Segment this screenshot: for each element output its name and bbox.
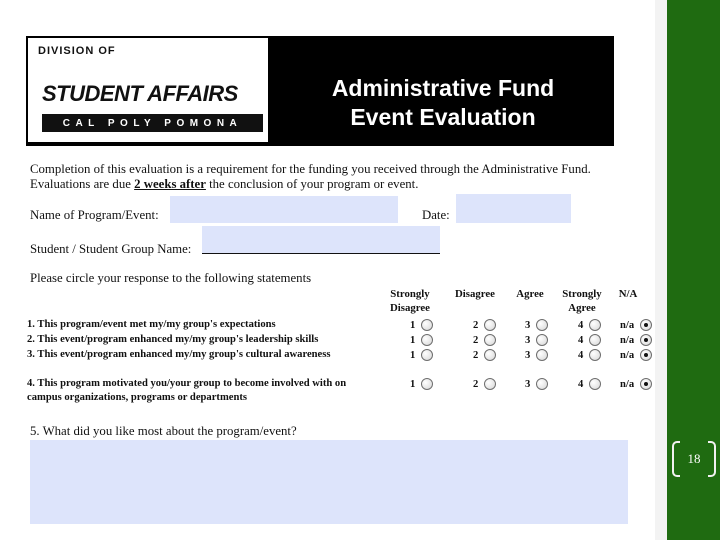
radio-button-icon[interactable] bbox=[589, 378, 601, 390]
option-label: 4 bbox=[578, 319, 584, 331]
rating-option[interactable] bbox=[525, 319, 548, 331]
rating-option[interactable] bbox=[578, 349, 601, 361]
radio-button-icon[interactable] bbox=[536, 334, 548, 346]
rating-option[interactable] bbox=[525, 334, 548, 346]
form-title bbox=[278, 74, 608, 132]
radio-button-icon[interactable] bbox=[484, 349, 496, 361]
radio-button-icon[interactable] bbox=[536, 378, 548, 390]
statement-4: 4. This program motivated you/your group to become involved with on campus organizations, programs or departments bbox=[27, 378, 347, 403]
option-label: 3 bbox=[525, 319, 531, 331]
radio-button-icon[interactable] bbox=[536, 319, 548, 331]
rating-option-na[interactable] bbox=[620, 334, 652, 346]
rating-option[interactable] bbox=[473, 349, 496, 361]
option-label: n/a bbox=[620, 319, 635, 331]
rating-option[interactable] bbox=[473, 334, 496, 346]
header-disagree: Disagree bbox=[455, 288, 495, 300]
option-label: n/a bbox=[620, 334, 635, 346]
header-agree: Agree bbox=[516, 288, 544, 300]
radio-button-selected-icon[interactable] bbox=[640, 349, 652, 361]
radio-button-icon[interactable] bbox=[484, 334, 496, 346]
intro-text-start: Completion of this evaluation is a requirement for the funding you received through the Administrative Fund. Evaluations are due bbox=[30, 162, 591, 191]
statement-2: 2. This event/program enhanced my/my group's leadership skills bbox=[27, 334, 319, 345]
group-name-field[interactable] bbox=[202, 226, 440, 254]
rating-option[interactable] bbox=[578, 319, 601, 331]
slide-divider-strip bbox=[655, 0, 667, 540]
radio-button-icon[interactable] bbox=[589, 349, 601, 361]
option-label: 2 bbox=[473, 319, 479, 331]
radio-button-icon[interactable] bbox=[589, 334, 601, 346]
header-strongly-agree: Strongly Agree bbox=[562, 288, 602, 314]
option-label: 4 bbox=[578, 378, 584, 390]
rating-option[interactable] bbox=[410, 319, 433, 331]
rating-option[interactable] bbox=[525, 378, 548, 390]
option-label: n/a bbox=[620, 349, 635, 361]
instructions-text: Please circle your response to the following statements bbox=[30, 271, 312, 285]
rating-option[interactable] bbox=[578, 334, 601, 346]
page-number bbox=[672, 441, 716, 477]
option-label: 1 bbox=[410, 349, 416, 361]
option-label: 1 bbox=[410, 334, 416, 346]
intro-deadline: 2 weeks after bbox=[134, 177, 206, 191]
rating-option[interactable] bbox=[473, 319, 496, 331]
program-name-field[interactable] bbox=[170, 196, 398, 223]
statement-3: 3. This event/program enhanced my/my group's cultural awareness bbox=[27, 349, 331, 360]
option-label: 4 bbox=[578, 349, 584, 361]
rating-option[interactable] bbox=[525, 349, 548, 361]
left-bracket-icon bbox=[672, 441, 680, 477]
form-header bbox=[26, 36, 614, 146]
header-na: N/A bbox=[618, 288, 638, 300]
program-name-label: Name of Program/Event: bbox=[30, 208, 159, 222]
header-strongly-disagree: Strongly Disagree bbox=[390, 288, 430, 314]
radio-button-icon[interactable] bbox=[421, 334, 433, 346]
rating-option[interactable] bbox=[410, 378, 433, 390]
rating-option[interactable] bbox=[473, 378, 496, 390]
radio-button-icon[interactable] bbox=[484, 378, 496, 390]
evaluation-form bbox=[22, 34, 638, 526]
logo-division-text: DIVISION OF bbox=[38, 45, 116, 57]
rating-option-na[interactable] bbox=[620, 349, 652, 361]
option-label: n/a bbox=[620, 378, 635, 390]
radio-button-selected-icon[interactable] bbox=[640, 334, 652, 346]
form-title-line1: Administrative Fund bbox=[331, 75, 555, 101]
intro-paragraph bbox=[30, 162, 616, 192]
logo-campus: CAL POLY POMONA bbox=[42, 114, 263, 132]
question-5-answer-field[interactable] bbox=[30, 440, 628, 524]
question-5-label: 5. What did you like most about the program/event? bbox=[30, 424, 297, 438]
radio-button-icon[interactable] bbox=[421, 319, 433, 331]
radio-button-icon[interactable] bbox=[421, 349, 433, 361]
option-label: 3 bbox=[525, 349, 531, 361]
rating-option[interactable] bbox=[410, 334, 433, 346]
rating-option-na[interactable] bbox=[620, 378, 652, 390]
rating-option-na[interactable] bbox=[620, 319, 652, 331]
date-field[interactable] bbox=[456, 194, 571, 223]
option-label: 4 bbox=[578, 334, 584, 346]
option-label: 1 bbox=[410, 319, 416, 331]
page-number-text: 18 bbox=[687, 451, 701, 466]
radio-button-selected-icon[interactable] bbox=[640, 378, 652, 390]
group-name-label: Student / Student Group Name: bbox=[30, 242, 192, 256]
student-affairs-logo bbox=[28, 38, 268, 142]
option-label: 2 bbox=[473, 334, 479, 346]
option-label: 2 bbox=[473, 349, 479, 361]
option-label: 2 bbox=[473, 378, 479, 390]
rating-option[interactable] bbox=[410, 349, 433, 361]
date-label: Date: bbox=[422, 208, 450, 222]
radio-button-selected-icon[interactable] bbox=[640, 319, 652, 331]
form-title-line2: Event Evaluation bbox=[350, 104, 536, 130]
option-label: 3 bbox=[525, 378, 531, 390]
rating-option[interactable] bbox=[578, 378, 601, 390]
right-bracket-icon bbox=[708, 441, 716, 477]
radio-button-icon[interactable] bbox=[589, 319, 601, 331]
radio-button-icon[interactable] bbox=[536, 349, 548, 361]
logo-name: STUDENT AFFAIRS bbox=[42, 81, 238, 106]
option-label: 1 bbox=[410, 378, 416, 390]
intro-text-end: the conclusion of your program or event. bbox=[205, 177, 419, 191]
option-label: 3 bbox=[525, 334, 531, 346]
statement-1: 1. This program/event met my/my group's expectations bbox=[27, 319, 276, 330]
radio-button-icon[interactable] bbox=[484, 319, 496, 331]
radio-button-icon[interactable] bbox=[421, 378, 433, 390]
